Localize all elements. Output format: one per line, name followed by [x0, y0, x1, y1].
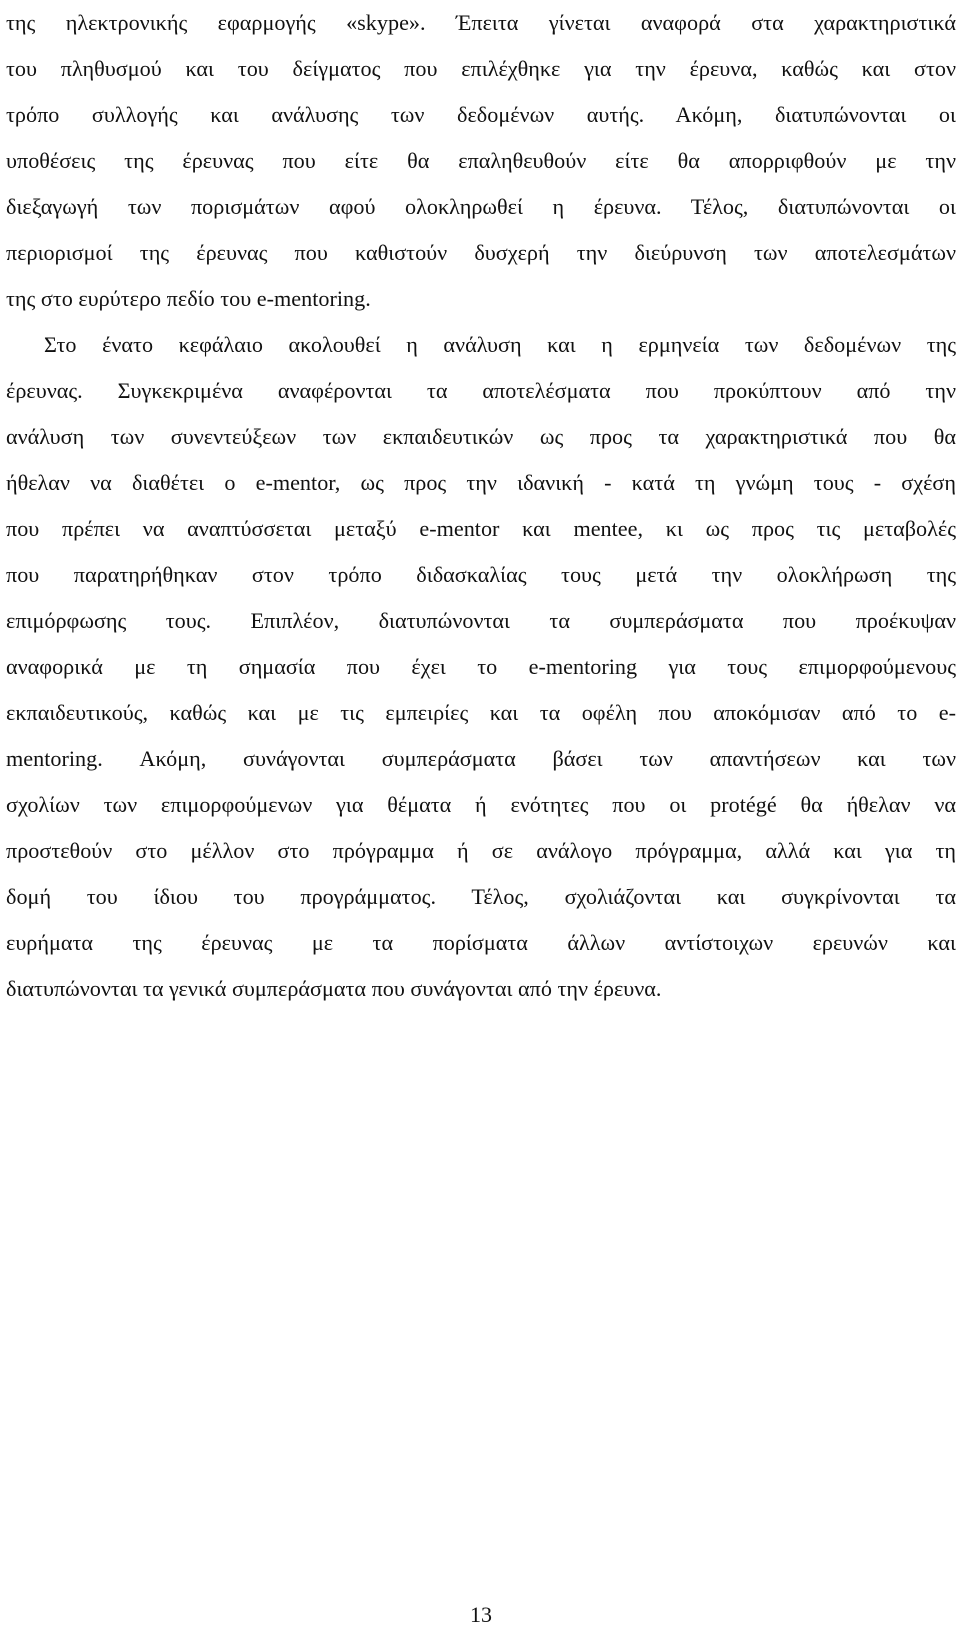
text-line: που πρέπει να αναπτύσσεται μεταξύ e-mentor και mentee, κι ως προς τις μεταβολές: [6, 516, 956, 541]
body-text: [6, 0, 956, 1012]
text-line: επιμόρφωσης τους. Επιπλέον, διατυπώνονται τα συμπεράσματα που προέκυψαν: [6, 608, 956, 633]
text-line: ήθελαν να διαθέτει ο e-mentor, ως προς την ιδανική - κατά τη γνώμη τους - σχέση: [6, 470, 956, 495]
text-line: έρευνας. Συγκεκριμένα αναφέρονται τα αποτελέσματα που προκύπτουν από την: [6, 378, 956, 403]
text-line: ανάλυση των συνεντεύξεων των εκπαιδευτικών ως προς τα χαρακτηριστικά που θα: [6, 424, 956, 449]
text-line: mentoring. Ακόμη, συνάγονται συμπεράσματα βάσει των απαντήσεων και των: [6, 746, 956, 771]
text-line: περιορισμοί της έρευνας που καθιστούν δυσχερή την διεύρυνση των αποτελεσμάτων: [6, 240, 956, 265]
text-line: σχολίων των επιμορφούμενων για θέματα ή ενότητες που οι protégé θα ήθελαν να: [6, 792, 956, 817]
text-line: προστεθούν στο μέλλον στο πρόγραμμα ή σε ανάλογο πρόγραμμα, αλλά και για τη: [6, 838, 956, 863]
text-line: της ηλεκτρονικής εφαρμογής «skype». Έπειτα γίνεται αναφορά στα χαρακτηριστικά: [6, 10, 956, 35]
text-line: ευρήματα της έρευνας με τα πορίσματα άλλων αντίστοιχων ερευνών και: [6, 930, 956, 955]
text-line: που παρατηρήθηκαν στον τρόπο διδασκαλίας τους μετά την ολοκλήρωση της: [6, 562, 956, 587]
text-line: τρόπο συλλογής και ανάλυσης των δεδομένων αυτής. Ακόμη, διατυπώνονται οι: [6, 102, 956, 127]
page-number: 13: [470, 1602, 492, 1627]
text-line: δομή του ίδιου του προγράμματος. Τέλος, σχολιάζονται και συγκρίνονται τα: [6, 884, 956, 909]
text-line: διεξαγωγή των πορισμάτων αφού ολοκληρωθεί η έρευνα. Τέλος, διατυπώνονται οι: [6, 194, 956, 219]
text-line: διατυπώνονται τα γενικά συμπεράσματα που συνάγονται από την έρευνα.: [6, 976, 662, 1001]
text-line: της στο ευρύτερο πεδίο του e-mentoring.: [6, 286, 371, 311]
text-line: Στο ένατο κεφάλαιο ακολουθεί η ανάλυση και η ερμηνεία των δεδομένων της: [44, 332, 956, 357]
document-page: [6, 0, 956, 1647]
text-line: εκπαιδευτικούς, καθώς και με τις εμπειρίες και τα οφέλη που αποκόμισαν από το e-: [6, 700, 956, 725]
text-line: αναφορικά με τη σημασία που έχει το e-mentoring για τους επιμορφούμενους: [6, 654, 956, 679]
text-line: υποθέσεις της έρευνας που είτε θα επαληθευθούν είτε θα απορριφθούν με την: [6, 148, 956, 173]
text-line: του πληθυσμού και του δείγματος που επιλέχθηκε για την έρευνα, καθώς και στον: [6, 56, 956, 81]
